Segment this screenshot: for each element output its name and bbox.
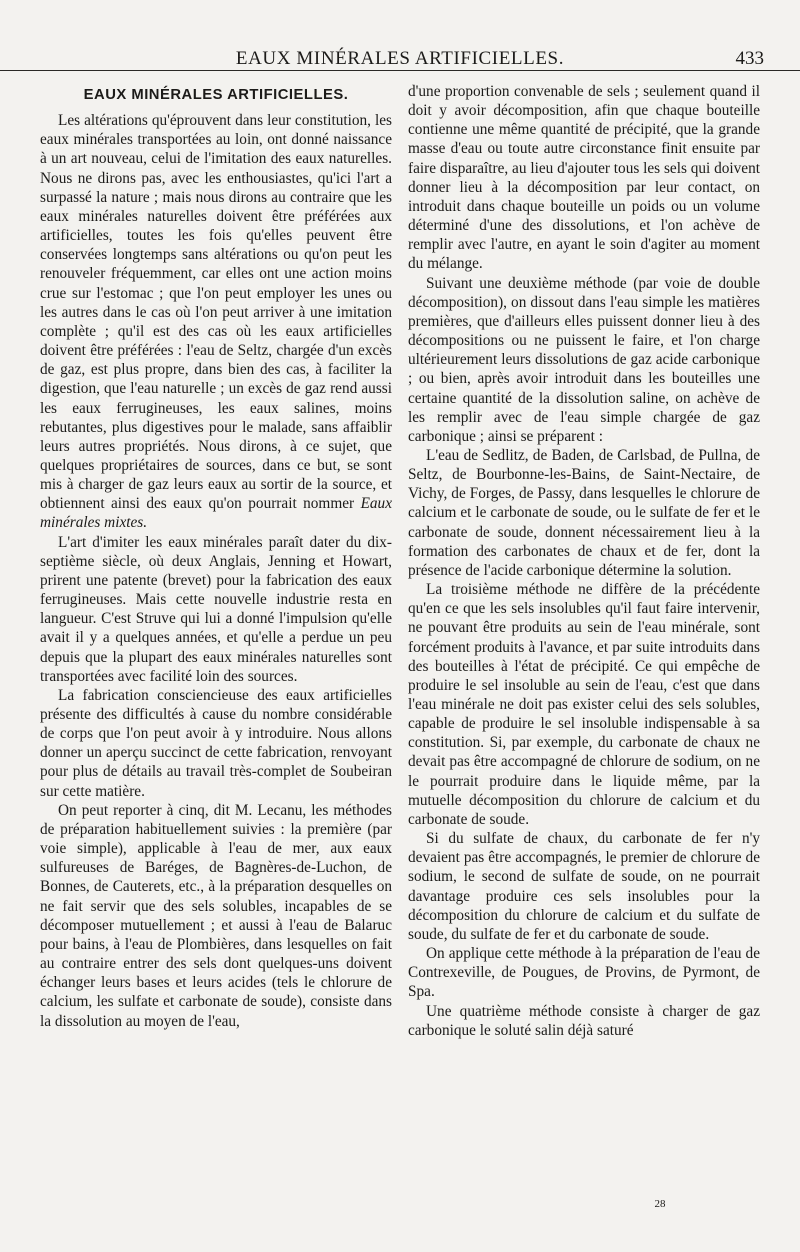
paragraph: Suivant une deuxième méthode (par voie de double décomposition), on dissout dans l'eau simple les matières premières, que d'ailleurs elles puissent donner lieu à des décompositions ou ne puissent le faire, et l'on charge ultérieurement leurs dissolutions de gaz acide carbonique ; ou bien, après avoir introduit dans les bouteilles une certaine quantité de la dissolution saline, on achève de les remplir avec de l'eau simple chargée de gaz carbonique ; ainsi se préparent : <box>408 274 760 445</box>
running-head-title: EAUX MINÉRALES ARTIFICIELLES. <box>235 48 565 69</box>
paragraph: d'une proportion convenable de sels ; seulement quand il doit y avoir décomposition, afin que chaque bouteille contienne une même quantité de précipité, que la grande masse d'eau ou toute autre circonstance finit ensuite par faire disparaître, au lieu d'ajouter tous les sels qui doivent donner lieu à la décomposition par leur contact, on introduit dans chaque bouteille un poids ou un volume déterminé d'une des dissolutions, et l'on achève de remplir avec l'autre, en ayant le soin d'agiter au moment du mélange. <box>408 83 760 273</box>
paragraph <box>40 111 392 532</box>
paragraph: L'art d'imiter les eaux minérales paraît dater du dix-septième siècle, où deux Anglais, Jenning et Howart, prirent une patente (brevet) pour la fabrication des eaux ferrugineuses. Mais cette nouvelle industrie resta en langueur. C'est Struve qui lui a donné l'impulsion qu'elle avait il y a quelques années, et qu'elle a perdue un peu depuis que la plupart des eaux minérales naturelles sont transportées avec facilité loin des sources. <box>40 533 392 685</box>
paragraph-text: Les altérations qu'éprouvent dans leur constitution, les eaux minérales transportées au loin, ont donné naissance à un art nouveau, celui de l'imitation des eaux naturelles. Nous ne dirons pas, avec les enthousiastes, qu'ici l'art a surpassé la nature ; mais nous dirons au contraire que les eaux minérales naturelles doivent être préférées aux artificielles, toutes les fois qu'elles peuvent être conservées longtemps sans altérations ou qu'on peut les renouveler fréquemment, car elles ont une action moins crue sur l'estomac ; que l'on peut employer les unes ou les autres dans le cas où l'on peut arriver à une imitation complète ; qu'il est des cas où les eaux artificielles doivent être préférées : l'eau de Seltz, chargée d'un excès de gaz, est plus propre, dans bien des cas, à faciliter la digestion, que l'eau naturelle ; un excès de gaz rend aussi les eaux ferrugineuses, les eaux salines, moins rebutantes, plus digestives pour le malade, sans affaiblir leurs autres propriétés. Nous dirons, à ce sujet, que quelques propriétaires de sources, dans ce but, se sont mis à charger de gaz leurs eaux au sortir de la source, et obtiennent ainsi des eaux qu'on pourrait nommer <box>40 112 392 513</box>
paragraph: Si du sulfate de chaux, du carbonate de fer n'y devaient pas être accompagnés, le premier de chlorure de sodium, le second de sulfate de soude, on ne pourrait davantage produire ces sels insolubles pour la décomposition du chlorure de calcium et du sulfate de soude, du sulfate de fer et du carbonate de soude. <box>408 830 760 943</box>
paragraph: L'eau de Sedlitz, de Baden, de Carlsbad, de Pullna, de Seltz, de Bourbonne-les-Bains, de Saint-Nectaire, de Vichy, de Forges, de Passy, dans lesquelles le chlorure de calcium et le carbonate de soude, ou le sulfate de fer et le carbonate de soude, donnent nécessairement lieu à la formation des carbonates de chaux et de fer, dont la présence de l'acide carbonique détermine la solution. <box>408 446 760 579</box>
page-number: 433 <box>735 48 764 69</box>
signature-mark: 28 <box>654 1198 666 1210</box>
paragraph: La fabrication consciencieuse des eaux artificielles présente des difficultés à cause du nombre considérable de corps que l'on peut avoir à y introduire. Nous allons donner un aperçu succinct de cette fabrication, renvoyant pour plus de détails au travail très-complet de Soubeiran sur cette matière. <box>40 686 392 800</box>
left-column <box>40 82 392 1031</box>
section-title: EAUX MINÉRALES ARTIFICIELLES. <box>83 87 349 103</box>
paragraph: La troisième méthode ne diffère de la précédente qu'en ce que les sels insolubles qu'il faut faire intervenir, ne pouvant être produits au sein de l'eau minérale, sont forcément produits à l'avance, et par suite introduits dans des bouteilles à l'état de précipité. Ce qui empêche de produire le sel insoluble au sein de l'eau, c'est que dans l'eau minérale ne doit pas exister celui des sels solubles, capable de produire le sel insoluble indispensable à sa constitution. Si, par exemple, du carbonate de chaux ne devait pas être accompagné de chlorure de sodium, on ne le pourrait produire dans le liquide même, par la mutuelle décomposition du chlorure de calcium et du carbonate de soude. <box>408 581 760 828</box>
right-column <box>408 82 760 1040</box>
paragraph: On applique cette méthode à la préparation de l'eau de Contrexeville, de Pougues, de Provins, de Pyrmont, de Spa. <box>408 945 760 1001</box>
running-head <box>0 44 800 71</box>
paragraph: On peut reporter à cinq, dit M. Lecanu, les méthodes de préparation habituellement suivies : la première (par voie simple), applicable à l'eau de mer, aux eaux sulfureuses de Baréges, de Bagnères-de-Luchon, de Bonnes, de Cauterets, etc., à la préparation desquelles on ne fait servir que des sels solubles, incapables de se décomposer mutuellement ; et aussi à l'eau de Balaruc pour bains, à l'eau de Plombières, dans lesquelles on fait au contraire entrer des sels dont quelques-uns doivent échanger leurs bases et leurs acides (tels le chlorure de calcium, les sulfate et carbonate de soude), consiste dans la dissolution au moyen de l'eau, <box>40 801 392 1030</box>
paragraph: Une quatrième méthode consiste à charger de gaz carbonique le soluté salin déjà saturé <box>408 1002 760 1039</box>
italic-term: Eaux minérales mixtes. <box>40 495 392 532</box>
